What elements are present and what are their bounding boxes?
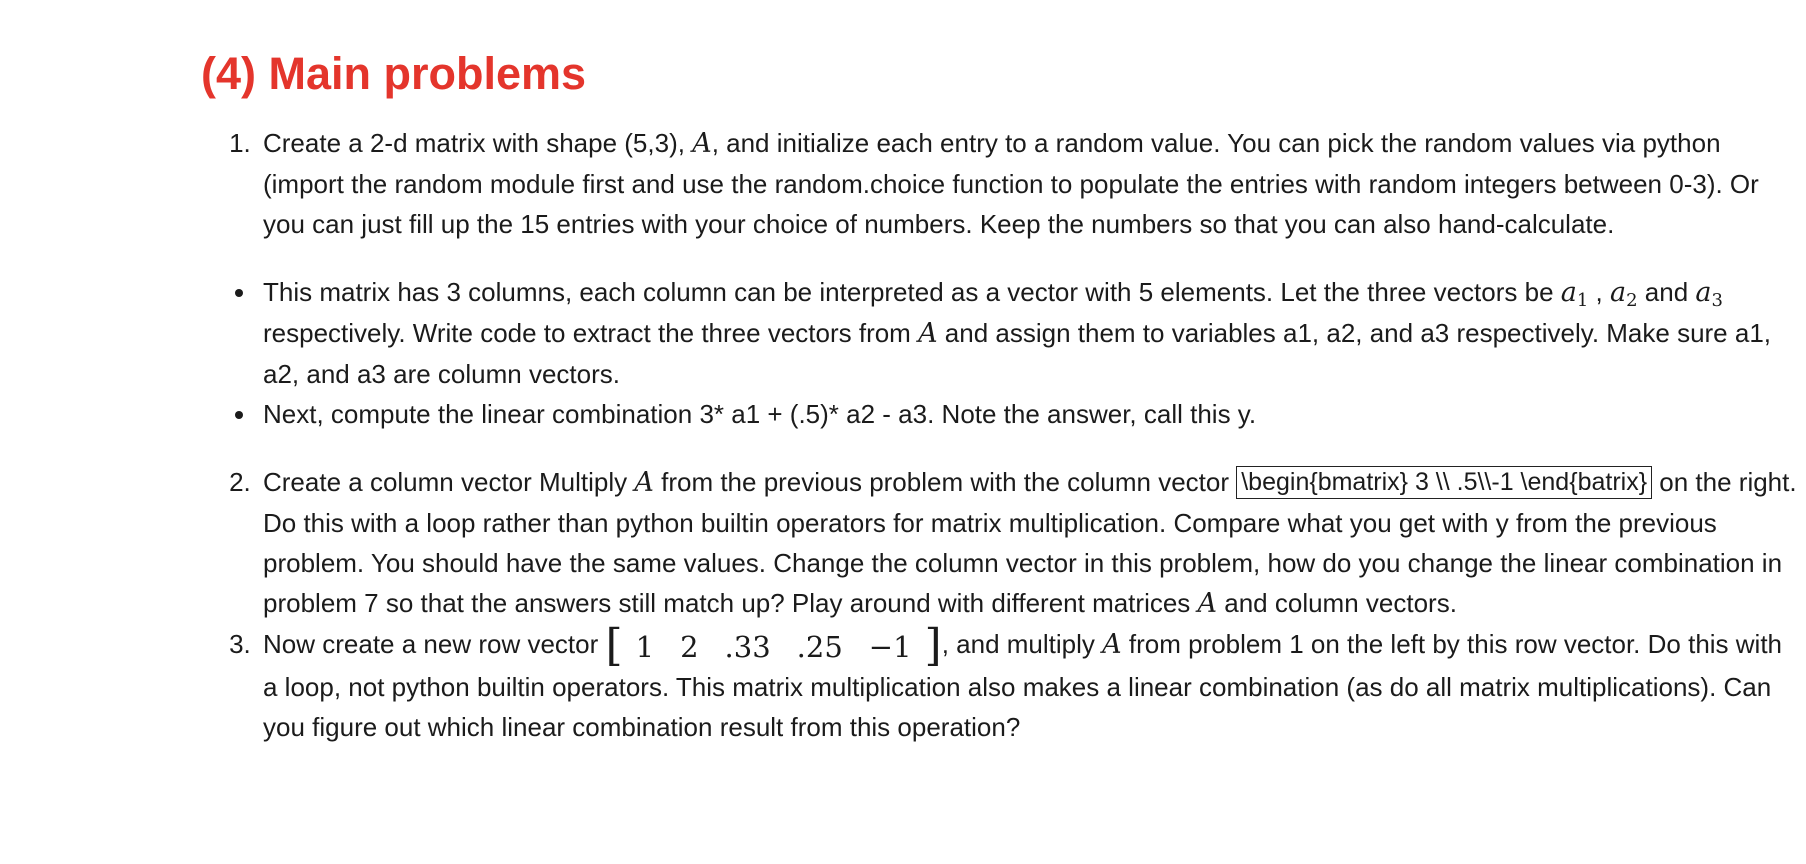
problem-2 — [258, 462, 1802, 624]
vector-a1-symbol: $a_1$ — [1560, 277, 1589, 311]
bullet-list — [227, 272, 1802, 434]
bullet-2 — [258, 394, 1802, 434]
problems-content — [227, 123, 1802, 747]
vector-a2-symbol: $a_2$ — [1610, 277, 1638, 311]
row-vector-element: 1 — [635, 630, 655, 664]
problem-3-text-a: Now create a new row vector — [263, 629, 606, 659]
row-vector-element: 2 — [680, 630, 699, 664]
bullet-1-text-a: This matrix has 3 columns, each column can be interpreted as a vector with 5 elements. Let the three vectors be — [263, 277, 1561, 307]
right-bracket: ] — [924, 620, 942, 671]
bullet-1 — [258, 272, 1802, 394]
problem-3 — [258, 620, 1802, 747]
problem-2-text-c: on the right. Do this with a loop rather than python builtin operators for matrix multiplication. Compare what you get with y from the previous problem. You should have the same values. Change the column vector in this problem, how do you change the linear combination in problem 7 so that the answers still match up? Play around with different matrices — [263, 467, 1797, 618]
problem-2-text-b: from the previous problem with the column vector — [653, 467, 1237, 497]
bullet-1-comma: , — [1588, 277, 1610, 307]
spacer — [227, 434, 1802, 462]
left-bracket: [ — [605, 620, 623, 671]
problem-1-text-a: Create a 2-d matrix with shape (5,3), — [263, 128, 693, 158]
row-vector-element: .25 — [796, 630, 843, 664]
bullet-1-and: and — [1644, 277, 1696, 307]
bullet-2-text: Next, compute the linear combination 3* a1 + (.5)* a2 - a3. Note the answer, call this y. — [263, 399, 1257, 429]
row-vector-element: −1 — [868, 630, 912, 664]
matrix-A-symbol: A — [918, 318, 938, 349]
problem-3-text-b: , and multiply — [941, 629, 1103, 659]
spacer — [227, 244, 1802, 272]
matrix-A-symbol: A — [692, 128, 712, 159]
vector-a3-symbol: $a_3$ — [1695, 277, 1723, 311]
section-heading: (4) Main problems — [201, 48, 587, 99]
row-vector — [605, 620, 942, 671]
problem-1-text-b: , and initialize each entry to a random value. You can pick the random values via python (import the random module first and use the random.choice function to populate the entries with random integers between 0-3). Or you can just fill up the 15 entries with your choice of numbers. Keep the numbers so that you can also hand-calculate. — [263, 128, 1759, 239]
matrix-A-symbol: A — [634, 467, 654, 498]
matrix-A-symbol: A — [1197, 588, 1218, 619]
raw-latex-column-vector: \begin{bmatrix} 3 \\ .5\\-1 \end{batrix} — [1236, 466, 1652, 499]
bullet-1-text-c: and assign them to variables a1, a2, and a3 respectively. Make sure a1, a2, and a3 are column vectors. — [263, 318, 1772, 389]
problem-2-text-d: and column vectors. — [1217, 588, 1457, 618]
problem-2-text-a: Create a column vector Multiply — [263, 467, 635, 497]
problem-list-1 — [227, 123, 1802, 244]
problem-1 — [258, 123, 1802, 244]
bullet-1-text-b: respectively. Write code to extract the three vectors from — [263, 318, 919, 348]
row-vector-element: .33 — [724, 630, 771, 664]
matrix-A-symbol: A — [1102, 629, 1122, 660]
problem-3-text-c: from problem 1 on the left by this row vector. Do this with a loop, not python builtin operators. This matrix multiplication also makes a linear combination (as do all matrix multiplications). Can you figure out which linear combination result from this operation? — [263, 629, 1783, 742]
problem-list-2 — [227, 462, 1802, 747]
